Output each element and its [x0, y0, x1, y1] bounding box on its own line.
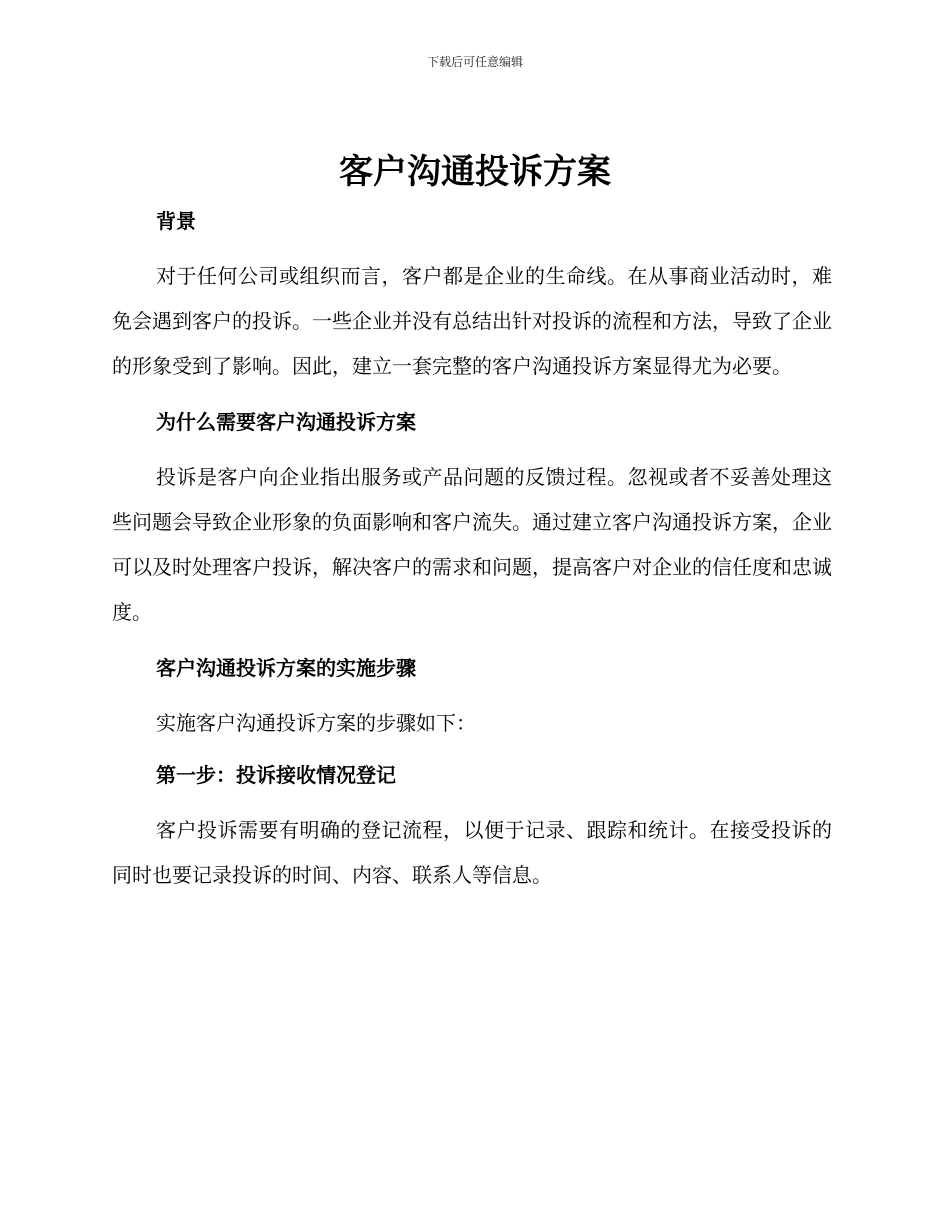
section-heading-background: 背景 — [156, 209, 196, 233]
section-heading-step1: 第一步：投诉接收情况登记 — [156, 763, 396, 787]
page-header-note: 下载后可任意编辑 — [426, 55, 523, 69]
section-heading-why: 为什么需要客户沟通投诉方案 — [156, 410, 416, 434]
document-title: 客户沟通投诉方案 — [339, 152, 611, 192]
section-text-why: 投诉是客户向企业指出服务或产品问题的反馈过程。忽视或者不妥善处理这些问题会导致企业形象的负面影响和客户流失。通过建立客户沟通投诉方案，企业可以及时处理客户投诉，解决客户的需求和问题，提高客户对企业的信任度和忠诚度。 — [112, 465, 832, 624]
section-text-steps-intro: 实施客户沟通投诉方案的步骤如下： — [156, 711, 476, 735]
section-heading-steps: 客户沟通投诉方案的实施步骤 — [156, 656, 416, 680]
section-text-background: 对于任何公司或组织而言，客户都是企业的生命线。在从事商业活动时，难免会遇到客户的投诉。一些企业并没有总结出针对投诉的流程和方法，导致了企业的形象受到了影响。因此，建立一套完整的客户沟通投诉方案显得尤为必要。 — [112, 264, 832, 378]
document-body — [112, 198, 832, 898]
section-text-step1: 客户投诉需要有明确的登记流程，以便于记录、跟踪和统计。在接受投诉的同时也要记录投诉的时间、内容、联系人等信息。 — [112, 818, 832, 887]
